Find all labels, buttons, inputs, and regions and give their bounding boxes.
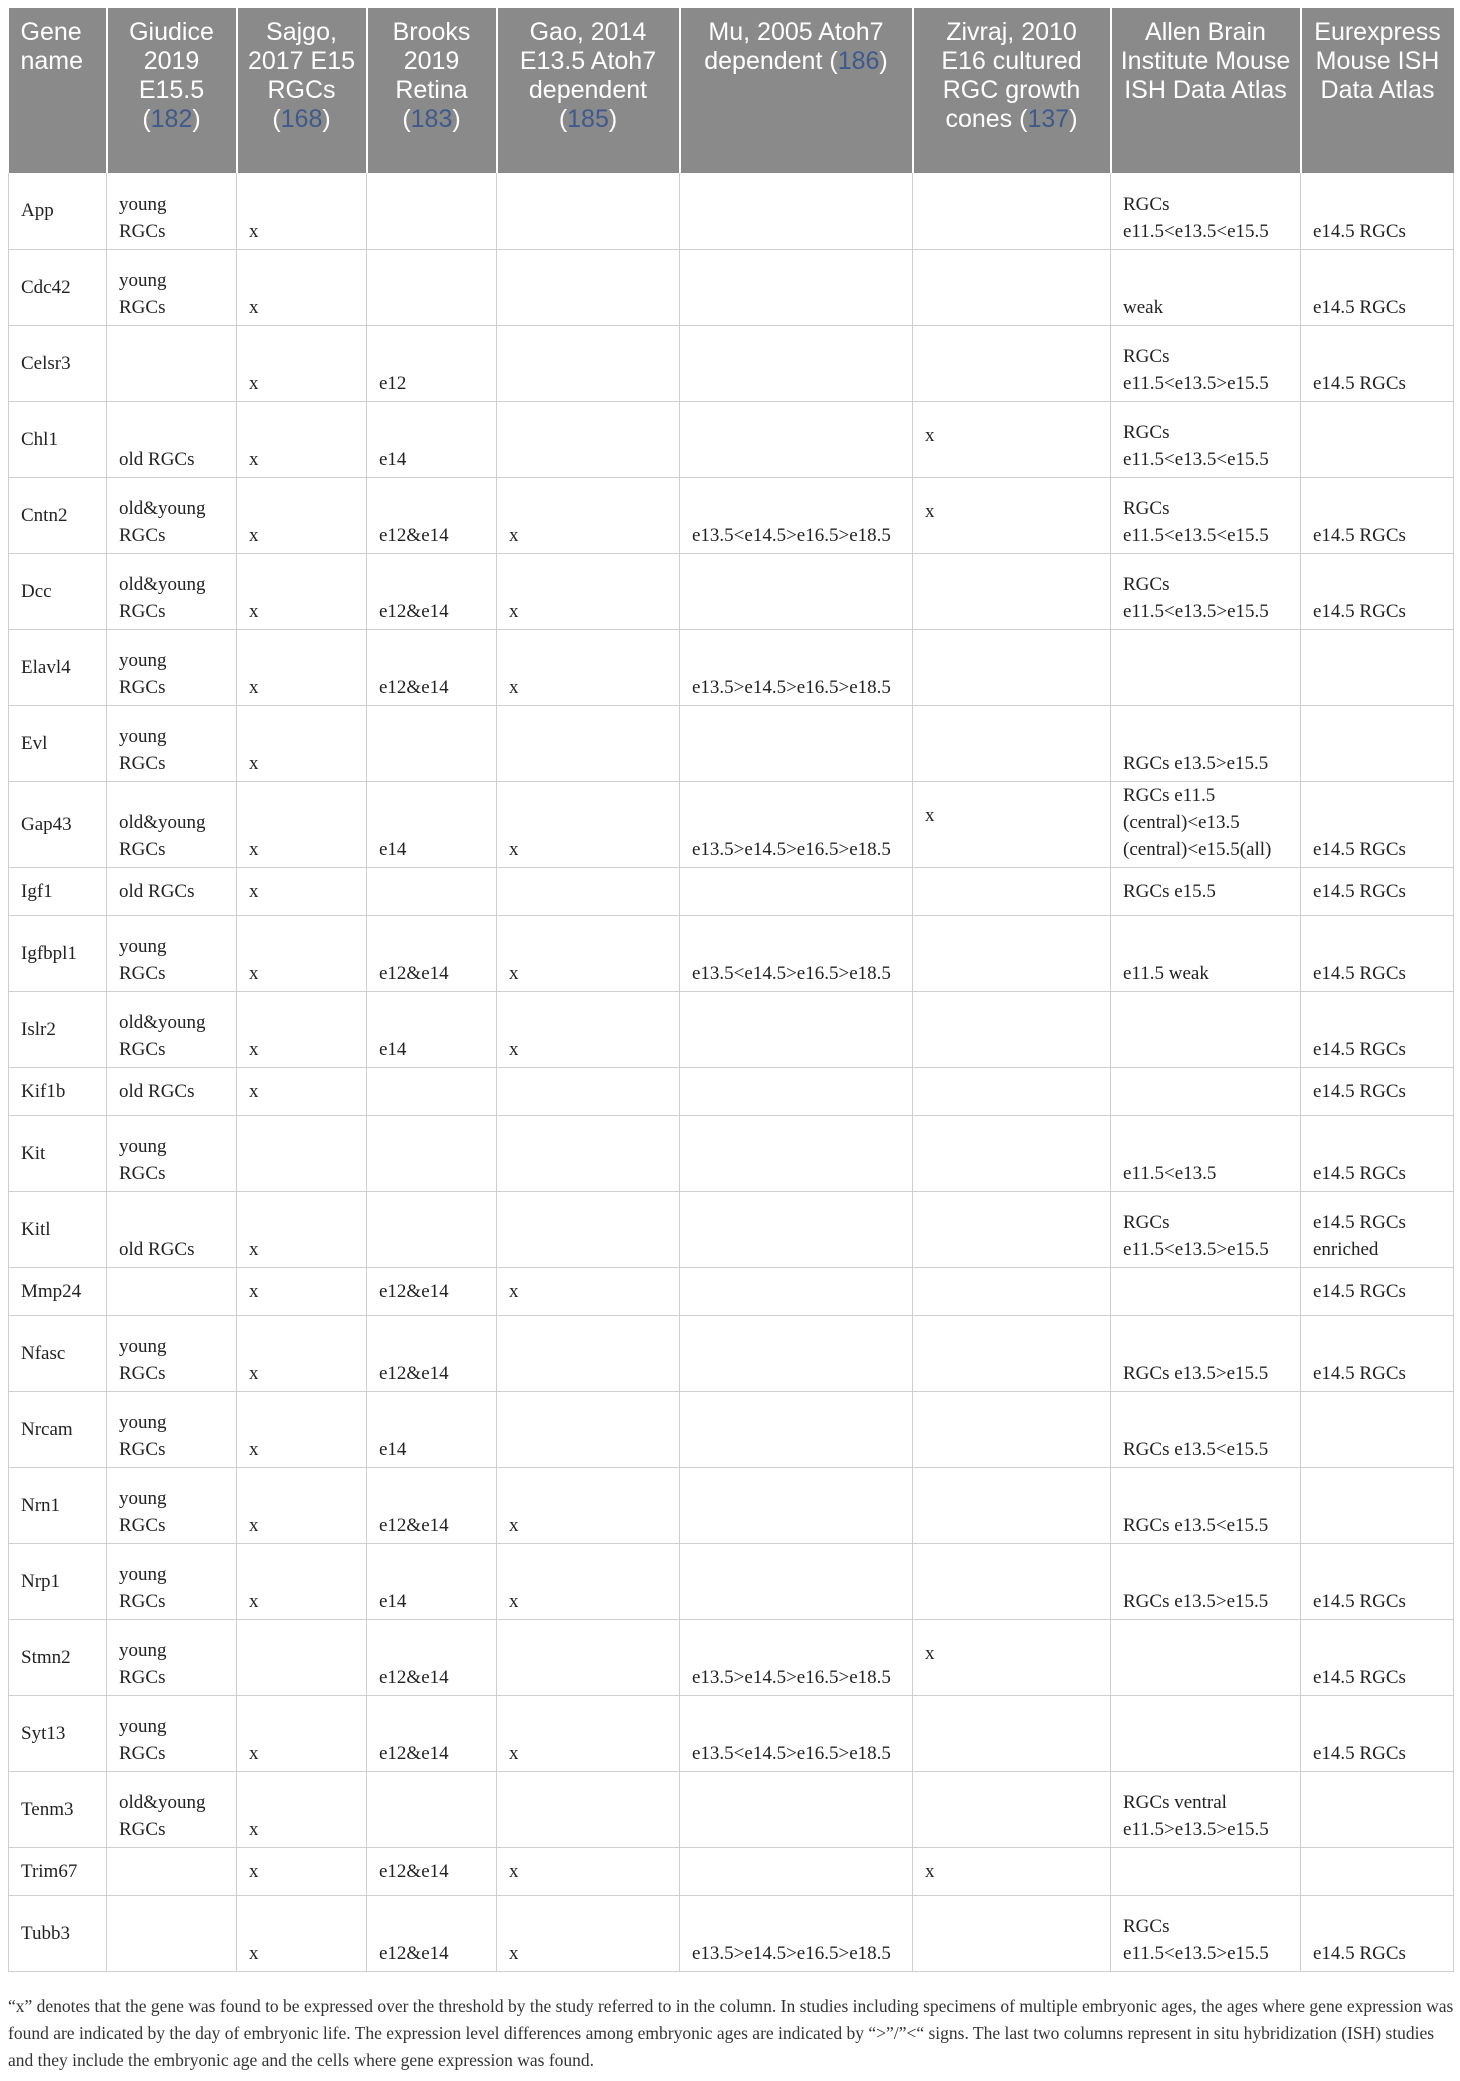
cell-eurexpress: e14.5 RGCs <box>1301 1543 1454 1619</box>
table-row <box>9 477 1454 553</box>
cell-mu <box>680 1067 913 1115</box>
cell-brooks <box>367 249 497 325</box>
cell-mu <box>680 173 913 249</box>
cell-allen: RGCs e11.5<e13.5>e15.5 <box>1111 1895 1301 1971</box>
column-header-text: Mu, 2005 Atoh7 dependent <box>704 18 884 75</box>
cell-giudice: old&young RGCs <box>107 991 237 1067</box>
gene-name-cell: Kitl <box>9 1191 107 1267</box>
cell-sajgo: x <box>237 1267 367 1315</box>
cell-zivraj <box>913 629 1111 705</box>
cell-eurexpress: e14.5 RGCs <box>1301 991 1454 1067</box>
cell-eurexpress: e14.5 RGCs enriched <box>1301 1191 1454 1267</box>
cell-brooks: e12&e14 <box>367 477 497 553</box>
cell-gao: x <box>497 1695 680 1771</box>
column-header-allen <box>1111 8 1301 173</box>
cell-allen <box>1111 1695 1301 1771</box>
cell-gao: x <box>497 553 680 629</box>
cell-giudice: young RGCs <box>107 705 237 781</box>
cell-giudice: old&young RGCs <box>107 781 237 867</box>
cell-eurexpress <box>1301 1391 1454 1467</box>
column-header-text: Allen Brain Institute Mouse ISH Data Atlas <box>1120 18 1291 104</box>
cell-giudice: old&young RGCs <box>107 1771 237 1847</box>
cell-eurexpress: e14.5 RGCs <box>1301 1115 1454 1191</box>
gene-name-cell: Chl1 <box>9 401 107 477</box>
cell-allen <box>1111 1067 1301 1115</box>
cell-sajgo: x <box>237 173 367 249</box>
cell-eurexpress <box>1301 1771 1454 1847</box>
column-header-sajgo: Sajgo, 2017 E15 RGCs (168) <box>237 8 367 173</box>
cell-zivraj <box>913 325 1111 401</box>
cell-brooks: e12&e14 <box>367 1619 497 1695</box>
cell-allen: RGCs e15.5 <box>1111 867 1301 915</box>
gene-expression-table <box>8 8 1454 1972</box>
cell-zivraj <box>913 1771 1111 1847</box>
cell-brooks: e12&e14 <box>367 1847 497 1895</box>
cell-sajgo: x <box>237 1315 367 1391</box>
table-row <box>9 1619 1454 1695</box>
table-row <box>9 1267 1454 1315</box>
cell-brooks <box>367 1067 497 1115</box>
reference-link[interactable]: 182 <box>150 105 193 133</box>
cell-allen: RGCs e11.5<e13.5<e15.5 <box>1111 401 1301 477</box>
gene-name-cell: Mmp24 <box>9 1267 107 1315</box>
cell-eurexpress <box>1301 401 1454 477</box>
column-header-text: Eurexpress Mouse ISH Data Atlas <box>1314 18 1441 104</box>
cell-eurexpress: e14.5 RGCs <box>1301 1895 1454 1971</box>
cell-gao <box>497 1315 680 1391</box>
cell-gao: x <box>497 1895 680 1971</box>
cell-brooks <box>367 1191 497 1267</box>
cell-sajgo: x <box>237 991 367 1067</box>
cell-mu <box>680 705 913 781</box>
cell-allen: RGCs e13.5>e15.5 <box>1111 1543 1301 1619</box>
cell-eurexpress: e14.5 RGCs <box>1301 477 1454 553</box>
cell-gao <box>497 325 680 401</box>
column-header-gene-name <box>9 8 107 173</box>
gene-name-cell: Igfbpl1 <box>9 915 107 991</box>
column-header-text: Sajgo, 2017 E15 RGCs <box>247 18 356 104</box>
cell-zivraj <box>913 705 1111 781</box>
cell-gao: x <box>497 1847 680 1895</box>
cell-giudice: young RGCs <box>107 1619 237 1695</box>
cell-mu <box>680 401 913 477</box>
cell-giudice: young RGCs <box>107 249 237 325</box>
cell-mu: e13.5<e14.5>e16.5>e18.5 <box>680 915 913 991</box>
cell-mu <box>680 991 913 1067</box>
table-row <box>9 553 1454 629</box>
cell-zivraj <box>913 1467 1111 1543</box>
cell-gao <box>497 1115 680 1191</box>
cell-allen: RGCs e11.5<e13.5>e15.5 <box>1111 325 1301 401</box>
cell-mu <box>680 867 913 915</box>
cell-mu <box>680 249 913 325</box>
cell-sajgo: x <box>237 1847 367 1895</box>
cell-allen: RGCs e13.5<e15.5 <box>1111 1391 1301 1467</box>
cell-giudice: old&young RGCs <box>107 553 237 629</box>
cell-allen: RGCs e11.5<e13.5<e15.5 <box>1111 477 1301 553</box>
cell-zivraj <box>913 1267 1111 1315</box>
table-row <box>9 1315 1454 1391</box>
cell-sajgo: x <box>237 705 367 781</box>
cell-eurexpress: e14.5 RGCs <box>1301 1067 1454 1115</box>
column-header-gao: Gao, 2014 E13.5 Atoh7 dependent (185) <box>497 8 680 173</box>
cell-mu <box>680 1115 913 1191</box>
table-row <box>9 1115 1454 1191</box>
gene-name-cell: Evl <box>9 705 107 781</box>
cell-zivraj: x <box>913 401 1111 477</box>
gene-name-cell: Celsr3 <box>9 325 107 401</box>
column-header-text: Giudice 2019 E15.5 <box>129 18 214 104</box>
cell-zivraj <box>913 249 1111 325</box>
cell-mu: e13.5<e14.5>e16.5>e18.5 <box>680 477 913 553</box>
cell-zivraj <box>913 867 1111 915</box>
cell-gao <box>497 401 680 477</box>
cell-giudice: young RGCs <box>107 1467 237 1543</box>
cell-eurexpress: e14.5 RGCs <box>1301 1619 1454 1695</box>
table-row <box>9 249 1454 325</box>
table-row <box>9 867 1454 915</box>
cell-eurexpress: e14.5 RGCs <box>1301 1267 1454 1315</box>
cell-gao <box>497 1391 680 1467</box>
cell-eurexpress: e14.5 RGCs <box>1301 1695 1454 1771</box>
gene-name-cell: Nrp1 <box>9 1543 107 1619</box>
cell-brooks: e14 <box>367 781 497 867</box>
cell-mu <box>680 1543 913 1619</box>
table-row <box>9 991 1454 1067</box>
cell-giudice: young RGCs <box>107 915 237 991</box>
cell-eurexpress <box>1301 1467 1454 1543</box>
cell-zivraj: x <box>913 781 1111 867</box>
cell-brooks: e12&e14 <box>367 1895 497 1971</box>
gene-name-cell: Syt13 <box>9 1695 107 1771</box>
cell-allen: e11.5 weak <box>1111 915 1301 991</box>
cell-giudice <box>107 1895 237 1971</box>
cell-brooks <box>367 1771 497 1847</box>
cell-sajgo: x <box>237 867 367 915</box>
gene-name-cell: Kif1b <box>9 1067 107 1115</box>
cell-mu <box>680 1315 913 1391</box>
cell-zivraj <box>913 1315 1111 1391</box>
table-row <box>9 325 1454 401</box>
cell-mu <box>680 1467 913 1543</box>
header-row <box>9 8 1454 173</box>
cell-sajgo: x <box>237 1543 367 1619</box>
cell-allen: RGCs ventral e11.5>e13.5>e15.5 <box>1111 1771 1301 1847</box>
cell-brooks: e12&e14 <box>367 1467 497 1543</box>
column-header-eurexpress <box>1301 8 1454 173</box>
cell-mu <box>680 1771 913 1847</box>
cell-brooks: e12&e14 <box>367 553 497 629</box>
cell-sajgo: x <box>237 1895 367 1971</box>
cell-giudice <box>107 1267 237 1315</box>
gene-name-cell: App <box>9 173 107 249</box>
cell-giudice: old RGCs <box>107 1191 237 1267</box>
gene-name-cell: Elavl4 <box>9 629 107 705</box>
cell-brooks: e12 <box>367 325 497 401</box>
cell-allen <box>1111 1619 1301 1695</box>
cell-brooks: e12&e14 <box>367 629 497 705</box>
cell-giudice: young RGCs <box>107 629 237 705</box>
gene-name-cell: Gap43 <box>9 781 107 867</box>
table-row <box>9 915 1454 991</box>
column-header-text: Zivraj, 2010 E16 cultured RGC growth cones <box>941 18 1082 133</box>
reference-link[interactable]: 185 <box>567 105 609 133</box>
cell-allen: RGCs e11.5<e13.5<e15.5 <box>1111 173 1301 249</box>
cell-brooks <box>367 867 497 915</box>
cell-allen: RGCs e13.5<e15.5 <box>1111 1467 1301 1543</box>
cell-brooks: e14 <box>367 1543 497 1619</box>
cell-giudice <box>107 1847 237 1895</box>
cell-eurexpress: e14.5 RGCs <box>1301 325 1454 401</box>
cell-gao <box>497 249 680 325</box>
cell-sajgo <box>237 1115 367 1191</box>
gene-name-cell: Nfasc <box>9 1315 107 1391</box>
cell-mu <box>680 1191 913 1267</box>
reference-link[interactable]: 137 <box>1027 105 1070 133</box>
cell-sajgo: x <box>237 401 367 477</box>
cell-sajgo: x <box>237 629 367 705</box>
cell-gao: x <box>497 1543 680 1619</box>
cell-mu <box>680 325 913 401</box>
cell-allen: RGCs e13.5>e15.5 <box>1111 705 1301 781</box>
cell-brooks: e12&e14 <box>367 1315 497 1391</box>
cell-brooks: e14 <box>367 991 497 1067</box>
cell-mu <box>680 1847 913 1895</box>
column-header-text: Brooks 2019 Retina <box>392 18 471 104</box>
cell-zivraj <box>913 1115 1111 1191</box>
cell-sajgo: x <box>237 915 367 991</box>
cell-allen: weak <box>1111 249 1301 325</box>
cell-sajgo: x <box>237 477 367 553</box>
cell-brooks <box>367 1115 497 1191</box>
gene-name-cell: Tenm3 <box>9 1771 107 1847</box>
cell-zivraj: x <box>913 477 1111 553</box>
cell-zivraj <box>913 1191 1111 1267</box>
cell-brooks: e12&e14 <box>367 1267 497 1315</box>
cell-giudice: young RGCs <box>107 1315 237 1391</box>
cell-zivraj <box>913 1067 1111 1115</box>
cell-gao: x <box>497 1267 680 1315</box>
table-footnote: “x” denotes that the gene was found to be expressed over the threshold by the study referred to in the column. In studies including specimens of multiple embryonic ages, the ages where gene expression was found are indicated by the day of embryonic life. The expression level differences among embryonic ages are indicated by “>”/”<“ signs. The last two columns represent in situ hybridization (ISH) studies and they include the embryonic age and the cells where gene expression was found. <box>8 1996 1454 2070</box>
cell-sajgo: x <box>237 1191 367 1267</box>
cell-giudice: young RGCs <box>107 173 237 249</box>
column-header-mu: Mu, 2005 Atoh7 dependent (186) <box>680 8 913 173</box>
cell-gao <box>497 867 680 915</box>
cell-giudice: young RGCs <box>107 1115 237 1191</box>
cell-eurexpress <box>1301 705 1454 781</box>
gene-name-cell: Tubb3 <box>9 1895 107 1971</box>
table-row <box>9 1543 1454 1619</box>
column-header-zivraj: Zivraj, 2010 E16 cultured RGC growth cones (137) <box>913 8 1111 173</box>
cell-giudice: old RGCs <box>107 867 237 915</box>
table-row <box>9 1467 1454 1543</box>
cell-brooks <box>367 705 497 781</box>
cell-gao: x <box>497 991 680 1067</box>
cell-zivraj <box>913 173 1111 249</box>
cell-brooks: e14 <box>367 401 497 477</box>
cell-mu: e13.5>e14.5>e16.5>e18.5 <box>680 781 913 867</box>
cell-eurexpress: e14.5 RGCs <box>1301 915 1454 991</box>
cell-mu: e13.5>e14.5>e16.5>e18.5 <box>680 1619 913 1695</box>
cell-eurexpress: e14.5 RGCs <box>1301 553 1454 629</box>
cell-giudice: young RGCs <box>107 1695 237 1771</box>
table-row <box>9 1695 1454 1771</box>
reference-link[interactable]: 168 <box>280 105 323 133</box>
cell-zivraj: x <box>913 1619 1111 1695</box>
cell-allen <box>1111 1267 1301 1315</box>
cell-mu: e13.5>e14.5>e16.5>e18.5 <box>680 629 913 705</box>
cell-eurexpress: e14.5 RGCs <box>1301 173 1454 249</box>
cell-giudice: old RGCs <box>107 1067 237 1115</box>
table-row <box>9 705 1454 781</box>
cell-gao: x <box>497 629 680 705</box>
cell-eurexpress <box>1301 629 1454 705</box>
reference-link[interactable]: 183 <box>410 105 453 133</box>
cell-zivraj <box>913 553 1111 629</box>
cell-zivraj <box>913 915 1111 991</box>
table-row <box>9 1067 1454 1115</box>
cell-eurexpress: e14.5 RGCs <box>1301 1315 1454 1391</box>
cell-allen <box>1111 629 1301 705</box>
cell-sajgo: x <box>237 1695 367 1771</box>
cell-gao <box>497 173 680 249</box>
table-header <box>9 8 1454 173</box>
cell-sajgo: x <box>237 1771 367 1847</box>
cell-allen <box>1111 991 1301 1067</box>
table-row <box>9 1391 1454 1467</box>
cell-allen <box>1111 1847 1301 1895</box>
column-header-text: Gao, 2014 E13.5 Atoh7 dependent <box>519 18 657 104</box>
cell-allen: RGCs e11.5<e13.5>e15.5 <box>1111 553 1301 629</box>
cell-zivraj <box>913 1895 1111 1971</box>
cell-giudice: old&young RGCs <box>107 477 237 553</box>
gene-name-cell: Nrcam <box>9 1391 107 1467</box>
cell-allen: RGCs e11.5<e13.5>e15.5 <box>1111 1191 1301 1267</box>
cell-brooks <box>367 173 497 249</box>
cell-sajgo <box>237 1619 367 1695</box>
column-header-text: Gene name <box>20 18 84 75</box>
table-row <box>9 1895 1454 1971</box>
cell-allen: RGCs e11.5 (central)<e13.5 (central)<e15.5(all) <box>1111 781 1301 867</box>
cell-sajgo: x <box>237 1467 367 1543</box>
cell-gao: x <box>497 477 680 553</box>
table-row <box>9 1191 1454 1267</box>
cell-eurexpress: e14.5 RGCs <box>1301 781 1454 867</box>
cell-giudice: old RGCs <box>107 401 237 477</box>
cell-zivraj <box>913 1391 1111 1467</box>
cell-giudice <box>107 325 237 401</box>
gene-name-cell: Igf1 <box>9 867 107 915</box>
cell-mu <box>680 1267 913 1315</box>
gene-name-cell: Islr2 <box>9 991 107 1067</box>
table-row <box>9 401 1454 477</box>
cell-eurexpress <box>1301 1847 1454 1895</box>
gene-name-cell: Cntn2 <box>9 477 107 553</box>
cell-gao <box>497 1619 680 1695</box>
gene-name-cell: Nrn1 <box>9 1467 107 1543</box>
table-row <box>9 173 1454 249</box>
column-header-brooks: Brooks 2019 Retina (183) <box>367 8 497 173</box>
cell-zivraj: x <box>913 1847 1111 1895</box>
cell-gao <box>497 1067 680 1115</box>
reference-link[interactable]: 186 <box>837 47 880 75</box>
cell-gao <box>497 1191 680 1267</box>
cell-brooks: e12&e14 <box>367 1695 497 1771</box>
gene-name-cell: Kit <box>9 1115 107 1191</box>
cell-gao: x <box>497 781 680 867</box>
column-header-giudice: Giudice 2019 E15.5 (182) <box>107 8 237 173</box>
table-row <box>9 781 1454 867</box>
table-row <box>9 629 1454 705</box>
cell-eurexpress: e14.5 RGCs <box>1301 249 1454 325</box>
cell-sajgo: x <box>237 553 367 629</box>
cell-gao <box>497 705 680 781</box>
cell-zivraj <box>913 1695 1111 1771</box>
gene-name-cell: Stmn2 <box>9 1619 107 1695</box>
cell-mu: e13.5<e14.5>e16.5>e18.5 <box>680 1695 913 1771</box>
cell-eurexpress: e14.5 RGCs <box>1301 867 1454 915</box>
table-row <box>9 1847 1454 1895</box>
table-row <box>9 1771 1454 1847</box>
cell-giudice: young RGCs <box>107 1543 237 1619</box>
cell-sajgo: x <box>237 1067 367 1115</box>
cell-sajgo: x <box>237 781 367 867</box>
cell-giudice: young RGCs <box>107 1391 237 1467</box>
table-body <box>9 173 1454 1971</box>
cell-gao: x <box>497 1467 680 1543</box>
cell-brooks: e12&e14 <box>367 915 497 991</box>
cell-sajgo: x <box>237 1391 367 1467</box>
gene-name-cell: Trim67 <box>9 1847 107 1895</box>
cell-sajgo: x <box>237 249 367 325</box>
cell-allen: e11.5<e13.5 <box>1111 1115 1301 1191</box>
cell-allen: RGCs e13.5>e15.5 <box>1111 1315 1301 1391</box>
cell-sajgo: x <box>237 325 367 401</box>
cell-mu <box>680 1391 913 1467</box>
cell-mu <box>680 553 913 629</box>
gene-name-cell: Cdc42 <box>9 249 107 325</box>
cell-mu: e13.5>e14.5>e16.5>e18.5 <box>680 1895 913 1971</box>
cell-brooks: e14 <box>367 1391 497 1467</box>
cell-zivraj <box>913 991 1111 1067</box>
cell-gao <box>497 1771 680 1847</box>
cell-zivraj <box>913 1543 1111 1619</box>
cell-gao: x <box>497 915 680 991</box>
gene-name-cell: Dcc <box>9 553 107 629</box>
